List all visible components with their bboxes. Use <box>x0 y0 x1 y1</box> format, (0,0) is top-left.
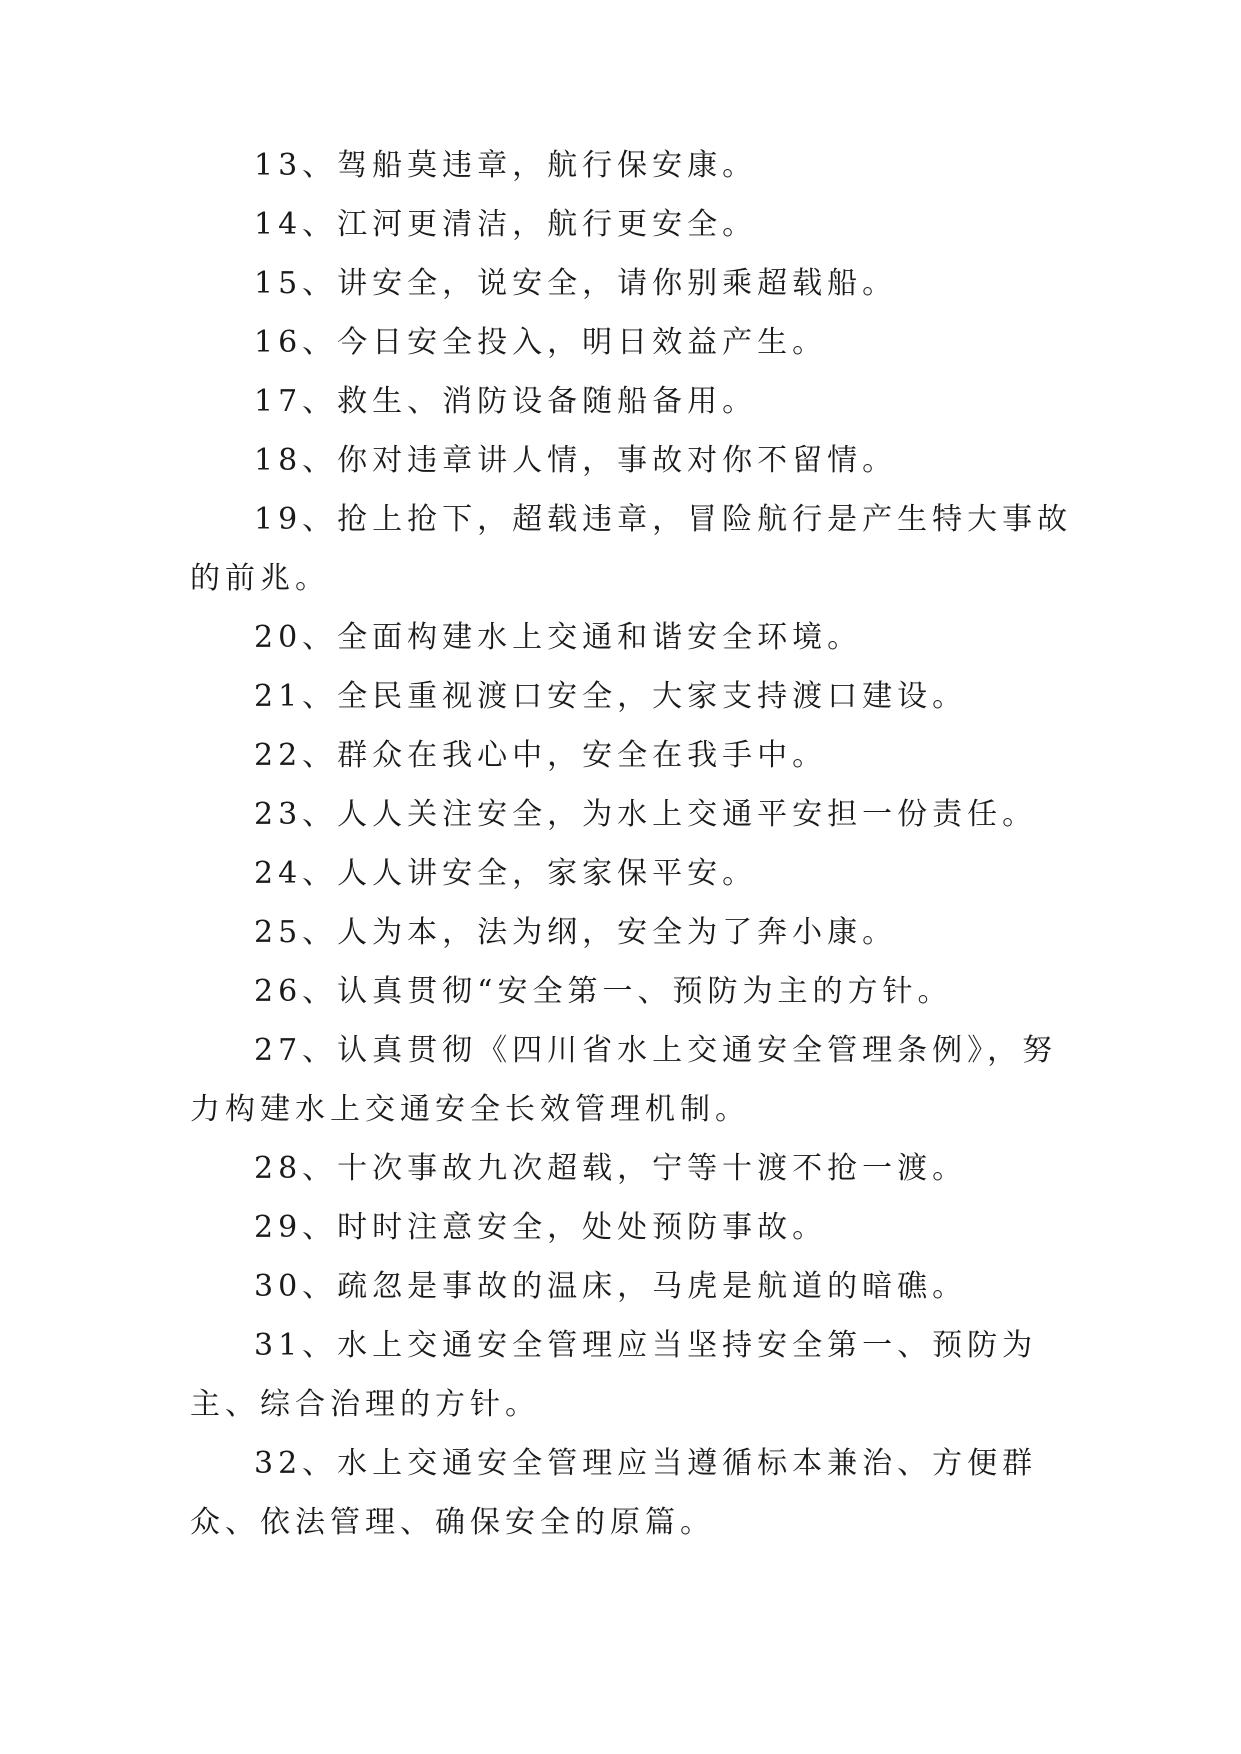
list-item: 27、认真贯彻《四川省水上交通安全管理条例》，努力构建水上交通安全长效管理机制。 <box>190 1033 1058 1127</box>
list-item: 18、你对违章讲人情，事故对你不留情。 <box>254 443 898 478</box>
list-item: 26、认真贯彻“安全第一、预防为主的方针。 <box>254 974 953 1009</box>
list-item: 25、人为本，法为纲，安全为了奔小康。 <box>254 915 898 950</box>
document-body <box>190 136 1090 1552</box>
list-item: 16、今日安全投入，明日效益产生。 <box>254 325 828 360</box>
list-item: 13、驾船莫违章，航行保安康。 <box>254 148 758 183</box>
list-item: 19、抢上抢下，超载违章，冒险航行是产生特大事故的前兆。 <box>190 502 1073 596</box>
list-item: 32、水上交通安全管理应当遵循标本兼治、方便群众、依法管理、确保安全的原篇。 <box>190 1446 1038 1540</box>
list-item: 14、江河更清洁，航行更安全。 <box>254 207 758 242</box>
list-item: 20、全面构建水上交通和谐安全环境。 <box>254 620 863 655</box>
list-item: 31、水上交通安全管理应当坚持安全第一、预防为主、综合治理的方针。 <box>190 1328 1038 1422</box>
list-item: 15、讲安全，说安全，请你别乘超载船。 <box>254 266 898 301</box>
list-item: 22、群众在我心中，安全在我手中。 <box>254 738 828 773</box>
list-item: 24、人人讲安全，家家保平安。 <box>254 856 758 891</box>
list-item: 28、十次事故九次超载，宁等十渡不抢一渡。 <box>254 1151 968 1186</box>
list-item: 29、时时注意安全，处处预防事故。 <box>254 1210 828 1245</box>
list-item: 17、救生、消防设备随船备用。 <box>254 384 758 419</box>
list-item: 21、全民重视渡口安全，大家支持渡口建设。 <box>254 679 968 714</box>
list-item: 23、人人关注安全，为水上交通平安担一份责任。 <box>254 797 1038 832</box>
list-item: 30、疏忽是事故的温床，马虎是航道的暗礁。 <box>254 1269 968 1304</box>
